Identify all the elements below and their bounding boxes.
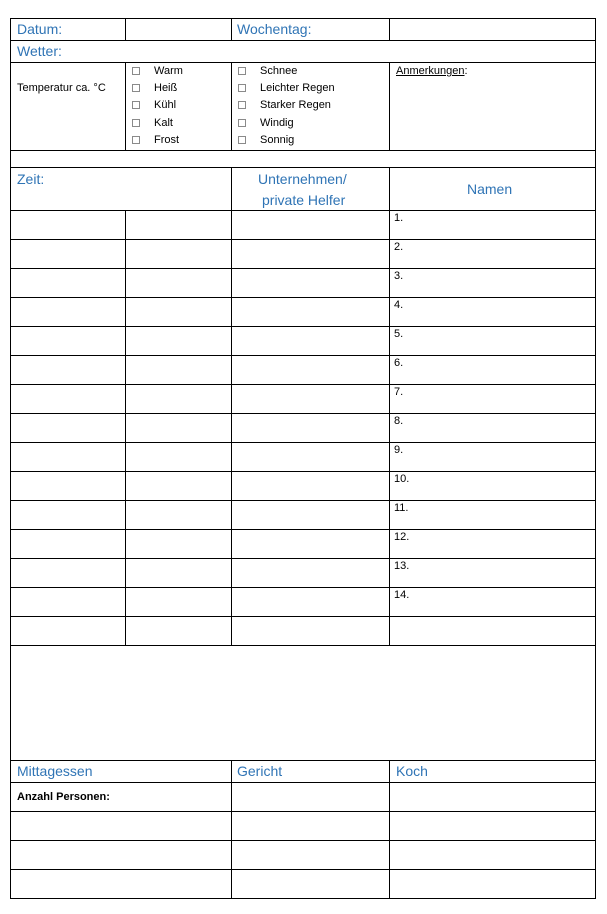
table-row (10, 529, 595, 558)
name-number: 7. (394, 386, 404, 398)
checkbox-leichter-regen[interactable] (238, 84, 246, 92)
option-kuehl: Kühl (154, 99, 177, 111)
unternehmen-label-line2: private Helfer (262, 192, 346, 208)
table-row (10, 587, 595, 616)
table-border (125, 18, 126, 41)
wetter-label: Wetter: (17, 43, 62, 59)
checkbox-windig[interactable] (238, 119, 246, 127)
table-border (231, 18, 232, 41)
table-row (10, 616, 595, 645)
table-row (10, 413, 595, 442)
table-border (10, 167, 596, 168)
option-windig: Windig (260, 117, 294, 129)
table-border (10, 869, 596, 870)
table-row (10, 297, 595, 326)
name-number: 6. (394, 357, 404, 369)
wochentag-label: Wochentag: (237, 21, 312, 37)
name-number: 9. (394, 444, 404, 456)
table-border (389, 167, 390, 210)
anmerkungen-label (396, 66, 468, 77)
table-row (10, 500, 595, 529)
table-border (231, 62, 232, 151)
option-heiss: Heiß (154, 82, 178, 94)
table-row (10, 558, 595, 587)
option-kalt: Kalt (154, 117, 173, 129)
table-border (10, 18, 11, 168)
table-border (231, 167, 232, 210)
option-frost: Frost (154, 134, 180, 146)
table-row (10, 471, 595, 500)
table-border (595, 18, 596, 168)
name-number: 10. (394, 473, 410, 485)
table-row (10, 355, 595, 384)
table-row (10, 239, 595, 268)
option-leichter-regen: Leichter Regen (260, 82, 335, 94)
name-number: 3. (394, 270, 404, 282)
table-border (595, 760, 596, 899)
checkbox-schnee[interactable] (238, 67, 246, 75)
table-border (595, 167, 596, 760)
table-row (10, 326, 595, 355)
name-number: 2. (394, 241, 404, 253)
table-row (10, 442, 595, 471)
table-border (125, 62, 126, 151)
table-border (389, 760, 390, 899)
table-border (10, 645, 596, 646)
table-border (389, 18, 390, 41)
name-number: 1. (394, 212, 404, 224)
table-border (231, 760, 232, 899)
table-border (10, 150, 596, 151)
checkbox-starker-regen[interactable] (238, 101, 246, 109)
table-row (10, 268, 595, 297)
checkbox-heiss[interactable] (132, 84, 140, 92)
namen-label: Namen (467, 181, 513, 197)
checkbox-frost[interactable] (132, 136, 140, 144)
anmerkungen-text: Anmerkungen (396, 65, 465, 77)
table-border (10, 898, 596, 899)
table-row (10, 210, 595, 239)
name-number: 11. (394, 502, 409, 514)
anzahl-personen-label: Anzahl Personen: (17, 791, 110, 803)
zeit-label: Zeit: (17, 171, 45, 187)
datum-label: Datum: (17, 21, 63, 37)
table-border (10, 62, 596, 63)
name-number: 4. (394, 299, 404, 311)
koch-label: Koch (396, 763, 428, 779)
option-sonnig: Sonnig (260, 134, 295, 146)
unternehmen-label-line1: Unternehmen/ (258, 171, 347, 187)
name-number: 13. (394, 560, 410, 572)
checkbox-warm[interactable] (132, 67, 140, 75)
table-border (10, 40, 596, 41)
name-number: 8. (394, 415, 404, 427)
option-starker-regen: Starker Regen (260, 99, 331, 111)
gericht-label: Gericht (237, 763, 283, 779)
table-border (10, 811, 596, 812)
table-border (10, 782, 596, 783)
checkbox-kalt[interactable] (132, 119, 140, 127)
option-schnee: Schnee (260, 65, 298, 77)
anmerkungen-colon: : (464, 65, 468, 77)
checkbox-kuehl[interactable] (132, 101, 140, 109)
table-border (389, 62, 390, 151)
table-border (10, 840, 596, 841)
table-row (10, 384, 595, 413)
name-number: 14. (394, 589, 410, 601)
table-border (10, 760, 11, 899)
option-warm: Warm (154, 65, 183, 77)
table-border (10, 18, 596, 19)
table-border (10, 760, 596, 761)
name-number: 5. (394, 328, 404, 340)
name-number: 12. (394, 531, 410, 543)
mittagessen-label: Mittagessen (17, 763, 93, 779)
checkbox-sonnig[interactable] (238, 136, 246, 144)
temperatur-label: Temperatur ca. °C (17, 82, 106, 94)
